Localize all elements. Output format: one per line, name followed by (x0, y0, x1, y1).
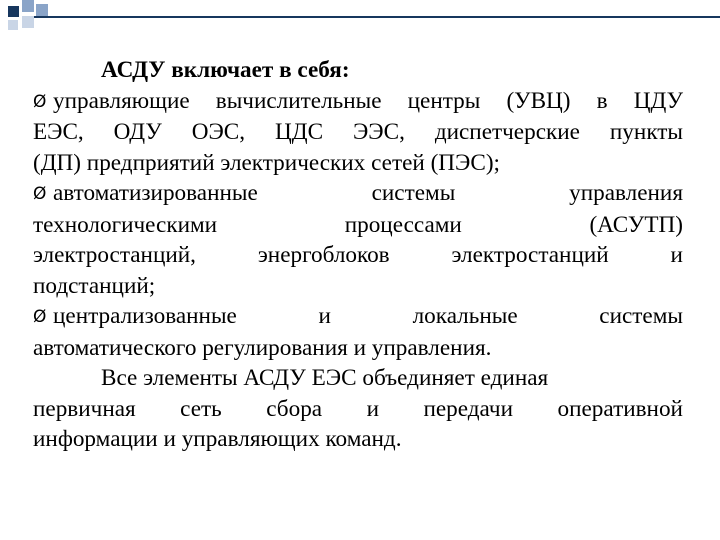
word: процессами (344, 211, 462, 238)
arrow-bullet-icon: Ø (33, 307, 47, 327)
bullet-2-line-4: подстанций; (33, 272, 156, 299)
word: локальные (412, 303, 518, 329)
word: оперативной (557, 395, 683, 422)
word: и (670, 242, 683, 268)
word: системы (371, 180, 456, 206)
word: управления (569, 180, 683, 206)
bullet-3-line-2: автоматического регулирования и управления. (33, 334, 492, 361)
bullet-1-line-2: ЕЭС, ОДУ ОЭС, ЦДС ЭЭС, диспетчерские пункты (33, 119, 683, 145)
word: технологическими (33, 211, 218, 238)
bullet-1-line-3: (ДП) предприятий электрических сетей (ПЭС); (33, 149, 500, 176)
bullet-2-line-1 (33, 178, 683, 210)
word: (АСУТП) (589, 211, 683, 238)
top-rule (34, 16, 720, 18)
bullet-1-text-1: управляющие вычислительные центры (УВЦ) в ЦДУ (53, 87, 683, 114)
word: и (318, 303, 331, 329)
word: централизованные (53, 303, 237, 329)
arrow-bullet-icon: Ø (33, 91, 47, 112)
corner-square-5 (8, 20, 18, 30)
word: энергоблоков (257, 242, 390, 268)
word: электростанций (451, 242, 609, 268)
word: электростанций, (33, 242, 196, 268)
word: сбора (266, 395, 323, 422)
word: первичная (33, 395, 136, 422)
arrow-bullet-icon: Ø (33, 184, 47, 204)
bullet-2-line-2 (33, 210, 683, 241)
word: системы (599, 303, 683, 329)
corner-square-2 (22, 0, 34, 12)
word: и (366, 395, 379, 422)
paragraph-2-line-2 (33, 394, 683, 425)
word: передачи (423, 395, 513, 422)
corner-square-4 (36, 4, 48, 16)
word: автоматизированные (53, 180, 258, 206)
paragraph-2-line-3: информации и управляющих команд. (33, 426, 402, 452)
corner-square-3 (22, 16, 34, 28)
corner-square-1 (8, 6, 19, 17)
slide-body (33, 55, 683, 455)
slide-heading: АСДУ включает в себя: (101, 57, 350, 83)
bullet-2-line-3 (33, 240, 683, 271)
bullet-1-line-1 (33, 86, 683, 118)
word: сеть (180, 395, 222, 422)
bullet-3-line-1 (33, 301, 683, 333)
paragraph-2-line-1: Все элементы АСДУ ЕЭС объединяет единая (101, 365, 549, 391)
